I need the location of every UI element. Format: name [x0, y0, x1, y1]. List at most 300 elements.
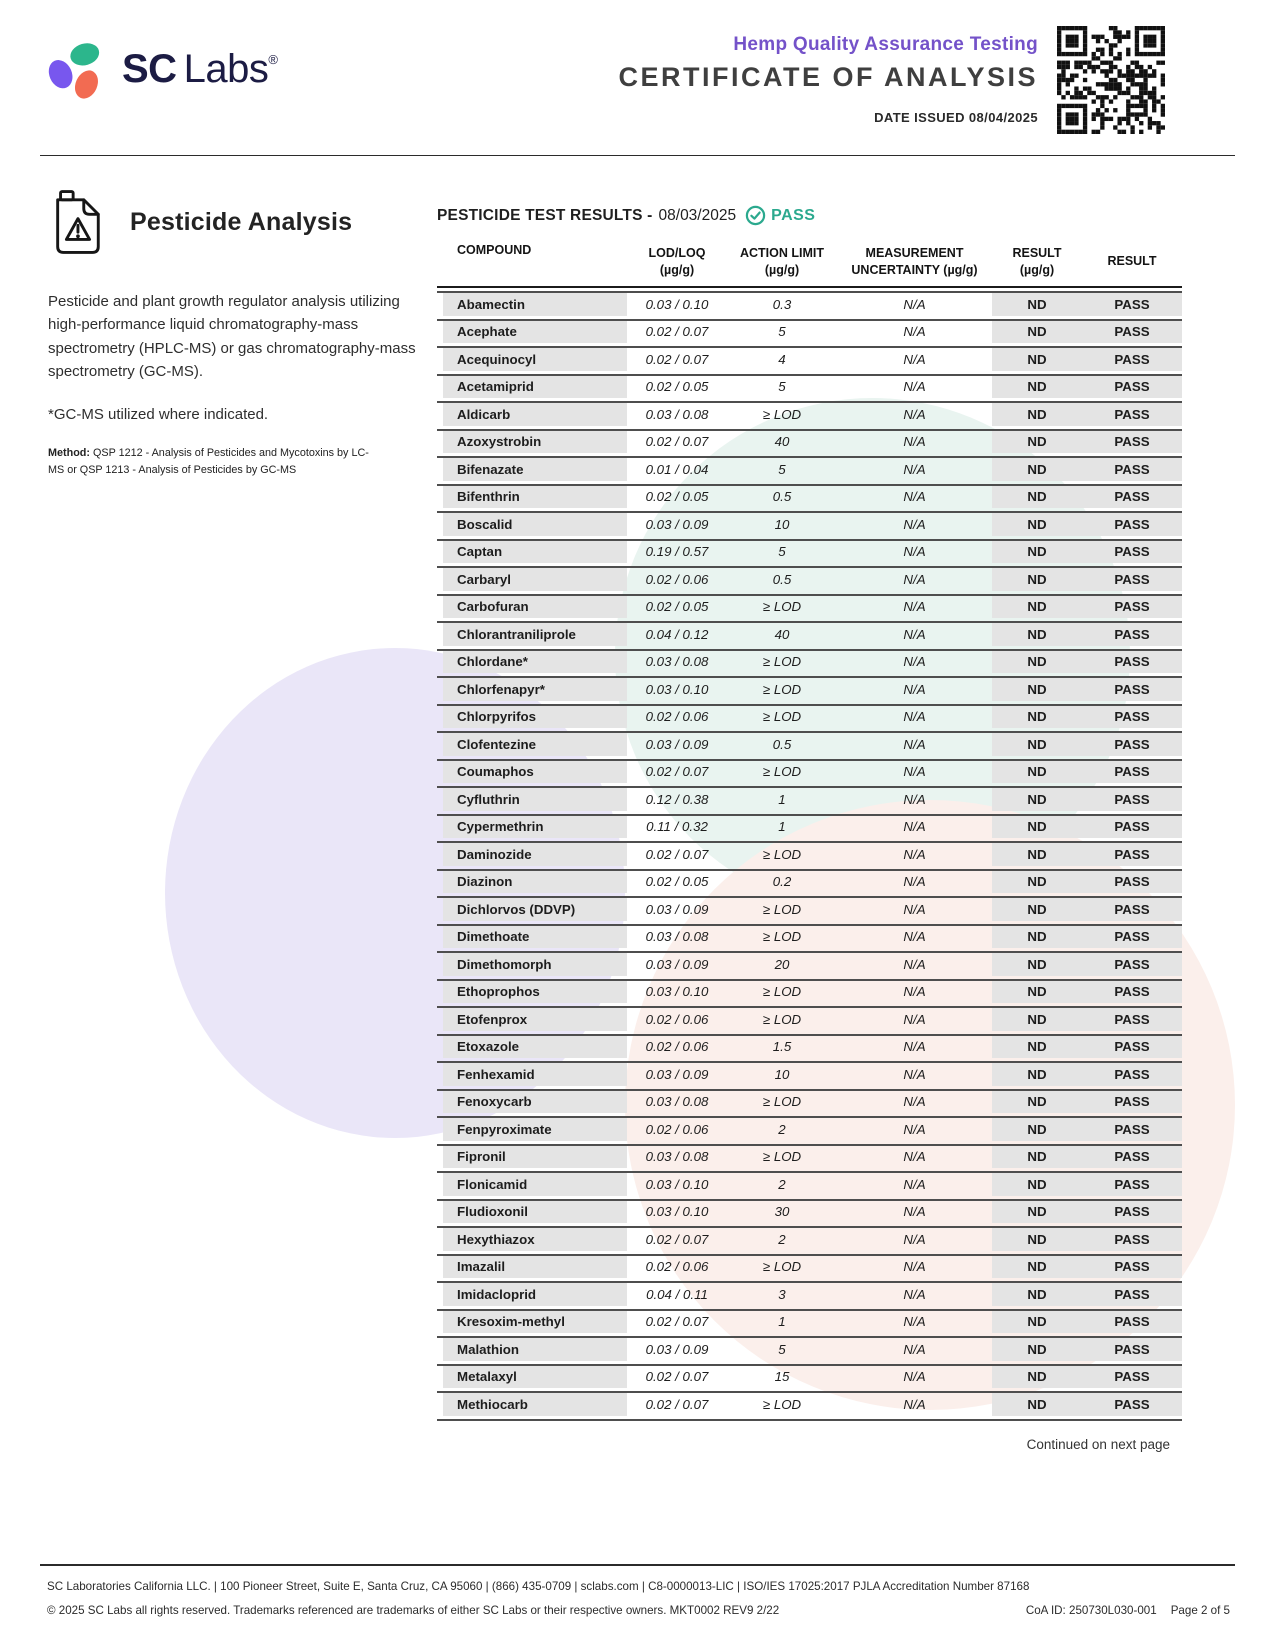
compound-cell: Dimethoate: [437, 926, 627, 949]
compound-cell: Metalaxyl: [437, 1366, 627, 1389]
status-cell: PASS: [1082, 1366, 1182, 1389]
action-limit-cell: 1.5: [772, 1039, 792, 1055]
lod-loq-cell: 0.02 / 0.06: [645, 571, 709, 587]
gcms-note: *GC-MS utilized where indicated.: [48, 406, 269, 423]
lod-loq-cell: 0.02 / 0.06: [645, 1039, 709, 1055]
compound-cell: Acephate: [437, 321, 627, 344]
action-limit-cell: ≥ LOD: [762, 846, 802, 862]
uncertainty-cell: N/A: [903, 1094, 926, 1110]
registered-mark: ®: [268, 52, 278, 67]
lod-loq-cell: 0.19 / 0.57: [645, 544, 709, 560]
table-body: [437, 291, 1182, 1416]
action-limit-cell: 2: [778, 1121, 786, 1137]
table-row: [437, 676, 1182, 701]
status-cell: PASS: [1082, 1393, 1182, 1416]
lod-loq-cell: 0.02 / 0.07: [645, 764, 709, 780]
uncertainty-cell: N/A: [903, 1341, 926, 1357]
status-cell: PASS: [1082, 1091, 1182, 1114]
status-cell: PASS: [1082, 568, 1182, 591]
page-number: Page 2 of 5: [1170, 1604, 1230, 1617]
compound-cell: Captan: [437, 541, 627, 564]
uncertainty-cell: N/A: [903, 1121, 926, 1137]
table-row: [437, 566, 1182, 591]
compound-cell: Kresoxim-methyl: [437, 1311, 627, 1334]
result-cell: ND: [992, 706, 1082, 729]
status-cell: PASS: [1082, 1338, 1182, 1361]
table-row: [437, 1281, 1182, 1306]
table-row: [437, 1089, 1182, 1114]
compound-cell: Dimethomorph: [437, 953, 627, 976]
uncertainty-cell: N/A: [903, 846, 926, 862]
table-row: [437, 1144, 1182, 1169]
compound-cell: Fipronil: [437, 1146, 627, 1169]
result-cell: ND: [992, 1008, 1082, 1031]
lod-loq-cell: 0.02 / 0.06: [645, 1121, 709, 1137]
lod-loq-cell: 0.02 / 0.05: [645, 599, 709, 615]
status-cell: PASS: [1082, 981, 1182, 1004]
action-limit-cell: ≥ LOD: [762, 929, 802, 945]
lod-loq-cell: 0.02 / 0.07: [645, 434, 709, 450]
lod-loq-cell: 0.03 / 0.10: [645, 681, 709, 697]
action-limit-cell: 10: [774, 516, 790, 532]
status-cell: PASS: [1082, 458, 1182, 481]
results-heading: [437, 205, 1182, 226]
result-cell: ND: [992, 678, 1082, 701]
status-cell: PASS: [1082, 1063, 1182, 1086]
action-limit-cell: 1: [778, 791, 786, 807]
status-cell: PASS: [1082, 1311, 1182, 1334]
action-limit-cell: 1: [778, 1314, 786, 1330]
lod-loq-cell: 0.03 / 0.09: [645, 1066, 709, 1082]
brand-labs: Labs: [183, 47, 269, 91]
result-cell: ND: [992, 403, 1082, 426]
result-cell: ND: [992, 568, 1082, 591]
lod-loq-cell: 0.02 / 0.07: [645, 1396, 709, 1412]
compound-cell: Bifenthrin: [437, 486, 627, 509]
result-cell: ND: [992, 376, 1082, 399]
results-date: 08/03/2025: [658, 206, 737, 224]
status-cell: PASS: [1082, 596, 1182, 619]
uncertainty-cell: N/A: [903, 324, 926, 340]
result-cell: ND: [992, 1036, 1082, 1059]
lod-loq-cell: 0.03 / 0.08: [645, 929, 709, 945]
compound-cell: Fenoxycarb: [437, 1091, 627, 1114]
compound-cell: Etofenprox: [437, 1008, 627, 1031]
table-row: [437, 814, 1182, 839]
action-limit-cell: 3: [778, 1286, 786, 1302]
status-cell: PASS: [1082, 293, 1182, 316]
action-limit-cell: 10: [774, 1066, 790, 1082]
lod-loq-cell: 0.02 / 0.05: [645, 874, 709, 890]
header-divider: [40, 155, 1235, 156]
table-row: [437, 649, 1182, 674]
method-note: [48, 445, 383, 478]
footer-right-group: [1012, 1604, 1230, 1617]
table-row: [437, 291, 1182, 316]
status-cell: PASS: [1082, 348, 1182, 371]
lod-loq-cell: 0.03 / 0.10: [645, 1204, 709, 1220]
result-cell: ND: [992, 1173, 1082, 1196]
uncertainty-cell: N/A: [903, 1204, 926, 1220]
action-limit-cell: ≥ LOD: [762, 681, 802, 697]
result-cell: ND: [992, 1283, 1082, 1306]
lod-loq-cell: 0.03 / 0.09: [645, 901, 709, 917]
action-limit-cell: ≥ LOD: [762, 984, 802, 1000]
compound-cell: Dichlorvos (DDVP): [437, 898, 627, 921]
table-row: [437, 841, 1182, 866]
sc-labs-logo-mark: [46, 38, 108, 100]
table-row: [437, 319, 1182, 344]
action-limit-cell: 40: [774, 626, 790, 642]
table-row: [437, 1006, 1182, 1031]
status-cell: PASS: [1082, 953, 1182, 976]
status-cell: PASS: [1082, 403, 1182, 426]
uncertainty-cell: N/A: [903, 406, 926, 422]
status-cell: PASS: [1082, 843, 1182, 866]
compound-cell: Cypermethrin: [437, 816, 627, 839]
compound-cell: Cyfluthrin: [437, 788, 627, 811]
table-row: [437, 786, 1182, 811]
uncertainty-cell: N/A: [903, 626, 926, 642]
status-cell: PASS: [1082, 1146, 1182, 1169]
lod-loq-cell: 0.03 / 0.09: [645, 516, 709, 532]
status-cell: PASS: [1082, 706, 1182, 729]
table-row: [437, 1116, 1182, 1141]
uncertainty-cell: N/A: [903, 709, 926, 725]
compound-cell: Abamectin: [437, 293, 627, 316]
method-text: QSP 1212 - Analysis of Pesticides and Mycotoxins by LC-MS or QSP 1213 - Analysis of Pesticides by GC-MS: [48, 447, 369, 476]
sc-labs-logo: [46, 38, 277, 100]
table-row: [437, 1309, 1182, 1334]
lod-loq-cell: 0.02 / 0.07: [645, 1314, 709, 1330]
lod-loq-cell: 0.02 / 0.07: [645, 324, 709, 340]
table-row: [437, 346, 1182, 371]
lod-loq-cell: 0.02 / 0.06: [645, 1011, 709, 1027]
status-cell: PASS: [1082, 678, 1182, 701]
uncertainty-cell: N/A: [903, 1176, 926, 1192]
section-title: Pesticide Analysis: [130, 207, 353, 236]
table-header-row: [437, 242, 1182, 288]
compound-cell: Diazinon: [437, 871, 627, 894]
uncertainty-cell: N/A: [903, 1396, 926, 1412]
result-cell: ND: [992, 431, 1082, 454]
qr-code: [1057, 26, 1165, 134]
lod-loq-cell: 0.02 / 0.05: [645, 379, 709, 395]
result-cell: ND: [992, 981, 1082, 1004]
action-limit-cell: ≥ LOD: [762, 901, 802, 917]
uncertainty-cell: N/A: [903, 791, 926, 807]
pesticide-table: [437, 242, 1182, 1421]
compound-cell: Chlordane*: [437, 651, 627, 674]
action-limit-header: ACTION LIMIT (µg/g): [739, 246, 824, 277]
result-cell: ND: [992, 596, 1082, 619]
compound-cell: Daminozide: [437, 843, 627, 866]
status-cell: PASS: [1082, 651, 1182, 674]
action-limit-cell: 2: [778, 1231, 786, 1247]
uncertainty-cell: N/A: [903, 489, 926, 505]
uncertainty-cell: N/A: [903, 1066, 926, 1082]
lod-loq-cell: 0.02 / 0.07: [645, 351, 709, 367]
action-limit-cell: 5: [778, 324, 786, 340]
status-cell: PASS: [1082, 1201, 1182, 1224]
compound-cell: Aldicarb: [437, 403, 627, 426]
compound-cell: Fenpyroximate: [437, 1118, 627, 1141]
compound-cell: Flonicamid: [437, 1173, 627, 1196]
table-row: [437, 1199, 1182, 1224]
status-cell: PASS: [1082, 1008, 1182, 1031]
uncertainty-cell: N/A: [903, 516, 926, 532]
result-cell: ND: [992, 1393, 1082, 1416]
results-heading-label: PESTICIDE TEST RESULTS -: [437, 206, 653, 224]
compound-cell: Hexythiazox: [437, 1228, 627, 1251]
table-bottom-rule: [437, 1419, 1182, 1421]
action-limit-cell: 5: [778, 379, 786, 395]
status-cell: PASS: [1082, 733, 1182, 756]
uncertainty-cell: N/A: [903, 434, 926, 450]
table-row: [437, 731, 1182, 756]
lod-loq-cell: 0.03 / 0.08: [645, 1149, 709, 1165]
table-row: [437, 374, 1182, 399]
section-header: [48, 188, 436, 256]
lod-loq-cell: 0.04 / 0.11: [646, 1286, 708, 1302]
lod-loq-cell: 0.03 / 0.10: [645, 984, 709, 1000]
action-limit-cell: ≥ LOD: [762, 599, 802, 615]
status-cell: PASS: [1082, 321, 1182, 344]
lod-loq-cell: 0.03 / 0.10: [645, 1176, 709, 1192]
method-label: Method:: [48, 447, 90, 459]
uncertainty-cell: N/A: [903, 1011, 926, 1027]
result-cell: ND: [992, 1256, 1082, 1279]
table-row: [437, 1226, 1182, 1251]
uncertainty-cell: N/A: [903, 1149, 926, 1165]
action-limit-cell: ≥ LOD: [762, 654, 802, 670]
result-value-header: RESULT (µg/g): [1012, 246, 1062, 277]
action-limit-cell: ≥ LOD: [762, 709, 802, 725]
lod-loq-cell: 0.04 / 0.12: [645, 626, 709, 642]
table-row: [437, 951, 1182, 976]
uncertainty-cell: N/A: [903, 1369, 926, 1385]
result-cell: ND: [992, 321, 1082, 344]
compound-cell: Fenhexamid: [437, 1063, 627, 1086]
result-cell: ND: [992, 293, 1082, 316]
table-row: [437, 594, 1182, 619]
action-limit-cell: ≥ LOD: [762, 764, 802, 780]
status-cell: PASS: [1082, 871, 1182, 894]
program-subtitle: Hemp Quality Assurance Testing: [733, 34, 1038, 55]
uncertainty-cell: N/A: [903, 544, 926, 560]
uncertainty-cell: N/A: [903, 1231, 926, 1247]
result-cell: ND: [992, 898, 1082, 921]
uncertainty-cell: N/A: [903, 379, 926, 395]
section-description: Pesticide and plant growth regulator analysis utilizing high-performance liquid chromatography-mass spectrometry (HPLC-MS) or gas chromatography-mass spectrometry (GC-MS).: [48, 293, 416, 380]
date-issued: DATE ISSUED 08/04/2025: [874, 110, 1038, 125]
table-row: [437, 484, 1182, 509]
result-cell: ND: [992, 843, 1082, 866]
action-limit-cell: 0.2: [772, 874, 792, 890]
uncertainty-header: MEASUREMENT UNCERTAINTY (µg/g): [851, 246, 978, 277]
compound-cell: Chlorpyrifos: [437, 706, 627, 729]
result-status-header: RESULT: [1107, 254, 1157, 269]
result-cell: ND: [992, 513, 1082, 536]
uncertainty-cell: N/A: [903, 1259, 926, 1275]
table-row: [437, 924, 1182, 949]
action-limit-cell: 4: [778, 351, 786, 367]
status-cell: PASS: [1082, 1283, 1182, 1306]
action-limit-cell: ≥ LOD: [762, 1011, 802, 1027]
document-title: CERTIFICATE OF ANALYSIS: [618, 62, 1038, 92]
action-limit-cell: 30: [774, 1204, 790, 1220]
lod-loq-cell: 0.02 / 0.07: [645, 1369, 709, 1385]
uncertainty-cell: N/A: [903, 984, 926, 1000]
compound-cell: Chlorfenapyr*: [437, 678, 627, 701]
action-limit-cell: 1: [778, 819, 786, 835]
status-cell: PASS: [1082, 486, 1182, 509]
result-cell: ND: [992, 486, 1082, 509]
action-limit-cell: 5: [778, 544, 786, 560]
action-limit-cell: ≥ LOD: [762, 1149, 802, 1165]
compound-cell: Bifenazate: [437, 458, 627, 481]
result-cell: ND: [992, 1063, 1082, 1086]
result-cell: ND: [992, 926, 1082, 949]
uncertainty-cell: N/A: [903, 901, 926, 917]
footer-meta-line: [47, 1604, 1230, 1617]
status-cell: PASS: [1082, 1036, 1182, 1059]
uncertainty-cell: N/A: [903, 1314, 926, 1330]
result-cell: ND: [992, 761, 1082, 784]
result-cell: ND: [992, 1366, 1082, 1389]
action-limit-cell: ≥ LOD: [762, 1259, 802, 1275]
status-cell: PASS: [1082, 541, 1182, 564]
pass-check-icon: [745, 205, 766, 226]
uncertainty-cell: N/A: [903, 461, 926, 477]
status-cell: PASS: [1082, 816, 1182, 839]
table-row: [437, 1254, 1182, 1279]
lod-loq-cell: 0.03 / 0.08: [645, 1094, 709, 1110]
pesticide-jug-icon: [48, 188, 106, 256]
table-row: [437, 1034, 1182, 1059]
table-row: [437, 869, 1182, 894]
status-cell: PASS: [1082, 376, 1182, 399]
compound-cell: Ethoprophos: [437, 981, 627, 1004]
compound-cell: Imazalil: [437, 1256, 627, 1279]
lod-loq-cell: 0.11 / 0.32: [646, 819, 708, 835]
result-cell: ND: [992, 1311, 1082, 1334]
table-row: [437, 1364, 1182, 1389]
lod-loq-cell: 0.12 / 0.38: [645, 791, 709, 807]
compound-cell: Malathion: [437, 1338, 627, 1361]
continued-note: Continued on next page: [1026, 1436, 1170, 1452]
lod-loq-cell: 0.02 / 0.07: [645, 1231, 709, 1247]
action-limit-cell: ≥ LOD: [762, 406, 802, 422]
status-cell: PASS: [1082, 623, 1182, 646]
uncertainty-cell: N/A: [903, 571, 926, 587]
result-cell: ND: [992, 1338, 1082, 1361]
result-cell: ND: [992, 1091, 1082, 1114]
compound-cell: Clofentezine: [437, 733, 627, 756]
result-cell: ND: [992, 816, 1082, 839]
lod-loq-cell: 0.02 / 0.05: [645, 489, 709, 505]
action-limit-cell: ≥ LOD: [762, 1396, 802, 1412]
footer-divider: [40, 1564, 1235, 1566]
lod-loq-cell: 0.03 / 0.08: [645, 406, 709, 422]
result-cell: ND: [992, 1228, 1082, 1251]
table-row: [437, 896, 1182, 921]
table-row: [437, 456, 1182, 481]
result-cell: ND: [992, 1146, 1082, 1169]
table-row: [437, 539, 1182, 564]
action-limit-cell: 20: [774, 956, 790, 972]
compound-cell: Coumaphos: [437, 761, 627, 784]
compound-cell: Fludioxonil: [437, 1201, 627, 1224]
table-row: [437, 1061, 1182, 1086]
status-cell: PASS: [1082, 1228, 1182, 1251]
uncertainty-cell: N/A: [903, 296, 926, 312]
table-row: [437, 511, 1182, 536]
status-cell: PASS: [1082, 788, 1182, 811]
table-row: [437, 979, 1182, 1004]
status-cell: PASS: [1082, 926, 1182, 949]
compound-cell: Etoxazole: [437, 1036, 627, 1059]
action-limit-cell: 2: [778, 1176, 786, 1192]
status-cell: PASS: [1082, 1256, 1182, 1279]
compound-cell: Acequinocyl: [437, 348, 627, 371]
table-row: [437, 704, 1182, 729]
table-row: [437, 1391, 1182, 1416]
uncertainty-cell: N/A: [903, 681, 926, 697]
compound-cell: Imidacloprid: [437, 1283, 627, 1306]
pesticide-analysis-panel: [48, 188, 436, 478]
uncertainty-cell: N/A: [903, 956, 926, 972]
action-limit-cell: 40: [774, 434, 790, 450]
compound-cell: Carbofuran: [437, 596, 627, 619]
result-cell: ND: [992, 1201, 1082, 1224]
table-row: [437, 401, 1182, 426]
result-cell: ND: [992, 733, 1082, 756]
coa-id: CoA ID: 250730L030-001: [1025, 1604, 1157, 1617]
compound-cell: Boscalid: [437, 513, 627, 536]
action-limit-cell: 0.5: [772, 736, 792, 752]
brand-wordmark: [122, 49, 277, 89]
pass-status-badge: PASS: [771, 206, 816, 224]
action-limit-cell: 0.3: [772, 296, 792, 312]
lod-loq-cell: 0.01 / 0.04: [645, 461, 709, 477]
uncertainty-cell: N/A: [903, 764, 926, 780]
table-row: [437, 759, 1182, 784]
uncertainty-cell: N/A: [903, 1286, 926, 1302]
result-cell: ND: [992, 871, 1082, 894]
uncertainty-cell: N/A: [903, 819, 926, 835]
pesticide-results: [437, 205, 1182, 1452]
table-row: [437, 1171, 1182, 1196]
lod-loq-cell: 0.03 / 0.08: [645, 654, 709, 670]
action-limit-cell: 0.5: [772, 571, 792, 587]
result-cell: ND: [992, 541, 1082, 564]
lod-loq-cell: 0.02 / 0.06: [645, 709, 709, 725]
compound-cell: Azoxystrobin: [437, 431, 627, 454]
status-cell: PASS: [1082, 761, 1182, 784]
action-limit-cell: 0.5: [772, 489, 792, 505]
lab-contact-line: SC Laboratories California LLC. | 100 Pioneer Street, Suite E, Santa Cruz, CA 95060 | (866) 435-0709 | sclabs.com | C8-0000013-LIC | ISO/IES 17025:2017 PJLA Accreditation Number 87168: [47, 1580, 1030, 1593]
header-titles: [618, 34, 1038, 125]
lod-loq-cell: 0.03 / 0.09: [645, 736, 709, 752]
uncertainty-cell: N/A: [903, 929, 926, 945]
table-row: [437, 1336, 1182, 1361]
status-cell: PASS: [1082, 898, 1182, 921]
lod-loq-cell: 0.03 / 0.10: [645, 296, 709, 312]
lod-loq-cell: 0.03 / 0.09: [645, 956, 709, 972]
action-limit-cell: 15: [774, 1369, 790, 1385]
copyright-line: © 2025 SC Labs all rights reserved. Trademarks referenced are trademarks of either SC Labs or their respective owners. MKT0002 REV9 2/22: [47, 1604, 780, 1617]
